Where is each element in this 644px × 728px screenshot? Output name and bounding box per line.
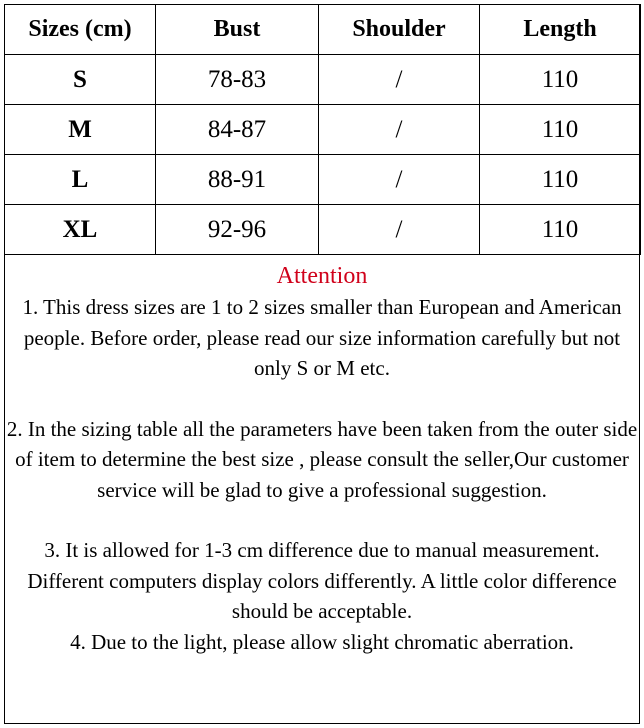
header-bust: Bust (156, 5, 319, 55)
table-header-row (5, 5, 641, 55)
bust-value: 88-91 (156, 155, 319, 205)
length-value: 110 (480, 205, 641, 255)
bust-value: 84-87 (156, 105, 319, 155)
bust-value: 78-83 (156, 55, 319, 105)
note-1: 1. This dress sizes are 1 to 2 sizes smaller than European and American people. Before order, please read our size information carefully but not only S or M etc. (22, 295, 622, 380)
size-notes (4, 262, 640, 657)
note-3: 3. It is allowed for 1-3 cm difference due to manual measurement. Different computers display colors differently. A little color difference should be acceptable. (27, 538, 617, 623)
table-row (5, 55, 641, 105)
length-value: 110 (480, 105, 641, 155)
attention-title: Attention (276, 263, 368, 289)
shoulder-value: / (319, 55, 480, 105)
note-2: 2. In the sizing table all the parameters have been taken from the outer side of item to determine the best size , please consult the seller,Our customer service will be glad to give a professional suggestion. (6, 416, 638, 502)
length-value: 110 (480, 55, 641, 105)
size-chart-table (4, 4, 641, 255)
size-label: M (5, 105, 156, 155)
note-4: 4. Due to the light, please allow slight chromatic aberration. (70, 629, 574, 654)
table-row (5, 155, 641, 205)
size-label: XL (5, 205, 156, 255)
header-sizes: Sizes (cm) (5, 5, 156, 55)
size-label: L (5, 155, 156, 205)
shoulder-value: / (319, 105, 480, 155)
bust-value: 92-96 (156, 205, 319, 255)
size-label: S (5, 55, 156, 105)
table-row (5, 205, 641, 255)
length-value: 110 (480, 155, 641, 205)
header-shoulder: Shoulder (319, 5, 480, 55)
shoulder-value: / (319, 205, 480, 255)
header-length: Length (480, 5, 641, 55)
shoulder-value: / (319, 155, 480, 205)
table-row (5, 105, 641, 155)
